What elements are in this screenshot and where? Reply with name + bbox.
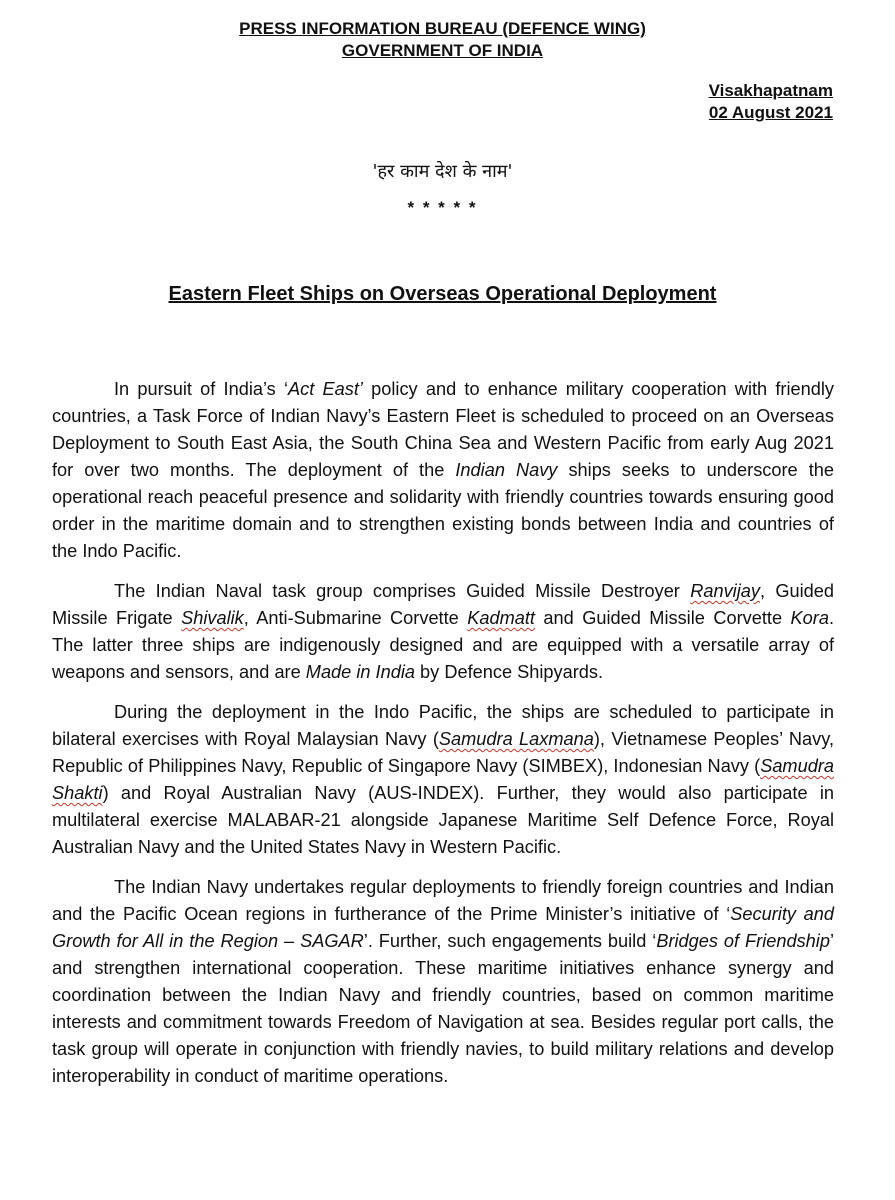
text-run: and Guided Missile Corvette [534,608,791,628]
text-run: During the deployment in the Indo Pacific, the ships are scheduled to participate in bilateral exercises with Royal Malaysian Navy ( [52,702,834,749]
issuer-header [0,18,885,62]
text-run: , Guided Missile Frigate [52,581,834,628]
text-run: . The latter three ships are indigenously designed and are equipped with a versatile array of weapons and sensors, and are [52,608,834,682]
text-run: ships seeks to underscore the operational reach peaceful presence and solidarity with friendly countries towards ensuring good order in the maritime domain and to strengthen existing bonds between India and countries of the Indo Pacific. [52,460,834,561]
text-run: , Anti-Submarine Corvette [243,608,468,628]
text-run: ) and Royal Australian Navy (AUS-INDEX). Further, they would also participate in multilateral exercise MALABAR-21 alongside Japanese Maritime Self Defence Force, Royal Australian Navy and the United States Navy in Western Pacific. [52,783,834,857]
text-run: In pursuit of India’s ‘ [114,379,289,399]
paragraph-1 [52,376,834,565]
dateline-date: 02 August 2021 [708,103,833,122]
dateline-place: Visakhapatnam [708,81,833,100]
text-run: ), Vietnamese Peoples’ Navy, Republic of Philippines Navy, Republic of Singapore Navy (SIMBEX), Indonesian Navy ( [52,729,835,776]
paragraph-3 [52,699,834,861]
text-run: ’ and strengthen international cooperation. These maritime initiatives enhance synergy and coordination between the Indian Navy and friendly countries, based on common maritime interests and commitment towards Freedom of Navigation at sea. Besides regular port calls, the task group will operate in conjunction with friendly navies, to build military relations and develop interoperability in conduct of maritime operations. [52,931,834,1086]
italic-run: Security and Growth for All in the Region – SAGAR [52,904,834,951]
text-run: The Indian Navy undertakes regular deployments to friendly foreign countries and Indian and the Pacific Ocean regions in furtherance of the Prime Minister’s initiative of ‘ [52,877,834,924]
separator-stars: * * * * * [407,198,478,217]
italic-run: Indian Navy [455,460,558,480]
italic-run: Act East’ [288,379,363,399]
text-run: by Defence Shipyards. [415,662,604,682]
issuer-line-2: GOVERNMENT OF INDIA [341,41,544,60]
italic-run: Made in India [305,662,415,682]
text-run: ’. Further, such engagements build ‘ [363,931,657,951]
paragraph-4 [52,874,834,1090]
text-run: policy and to enhance military cooperation with friendly countries, a Task Force of Indian Navy’s Eastern Fleet is scheduled to proceed on an Overseas Deployment to South East Asia, the South China Sea and Western Pacific from early Aug 2021 for over two months. The deployment of the [52,379,834,480]
motto: 'हर काम देश के नाम' [372,161,513,182]
issuer-line-1: PRESS INFORMATION BUREAU (DEFENCE WING) [239,19,646,38]
paragraph-2 [52,578,834,686]
exercise-samudra-shakti: Samudra Shakti [52,756,834,803]
release-title: Eastern Fleet Ships on Overseas Operational Deployment [168,283,717,305]
ship-name-kora: Kora [790,608,829,628]
ship-name-ranvijay: Ranvijay [690,581,760,601]
release-body [52,376,834,1103]
italic-run: Bridges of Friendship [656,931,830,951]
exercise-samudra-laxmana: Samudra Laxmana [438,729,594,749]
ship-name-kadmatt: Kadmatt [467,608,535,628]
dateline [709,80,833,124]
ship-name-shivalik: Shivalik [181,608,244,628]
text-run: The Indian Naval task group comprises Guided Missile Destroyer [114,581,691,601]
